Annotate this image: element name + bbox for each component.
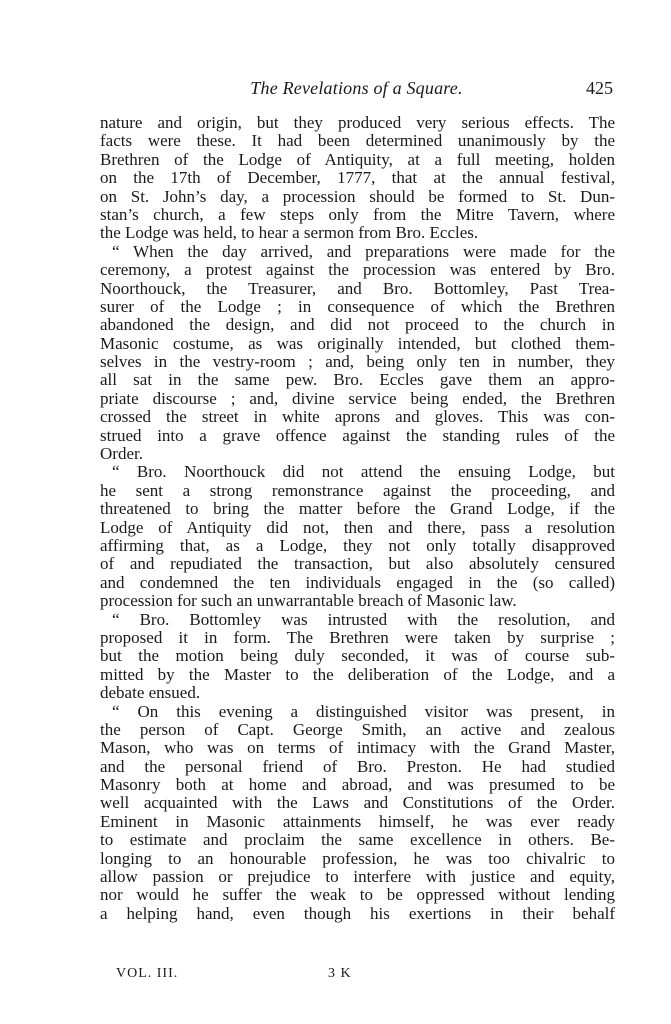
text-line: on the 17th of December, 1777, that at the annual festival, bbox=[100, 168, 615, 188]
text-line: Mason, who was on terms of intimacy with the Grand Master, bbox=[100, 738, 615, 758]
text-line: surer of the Lodge ; in consequence of which the Brethren bbox=[100, 296, 615, 316]
volume-label: VOL. III. bbox=[116, 966, 179, 981]
text-line: Masonry both at home and abroad, and was presumed to be bbox=[100, 775, 615, 795]
text-line: a helping hand, even though his exertions in their behalf bbox=[100, 903, 615, 923]
text-line: nor would he suffer the weak to be oppressed without lending bbox=[100, 885, 615, 905]
text-line: procession for such an unwarrantable breach of Masonic law. bbox=[100, 591, 517, 611]
running-title: The Revelations of a Square. bbox=[250, 78, 463, 98]
text-line: crossed the street in white aprons and gloves. This was con- bbox=[100, 407, 615, 427]
signature-mark: 3 K bbox=[328, 966, 352, 981]
text-line: Eminent in Masonic attainments himself, he was ever ready bbox=[100, 811, 615, 831]
text-line: and condemned the ten individuals engaged in the (so called) bbox=[100, 572, 615, 592]
text-line: “ When the day arrived, and preparations were made for the bbox=[112, 241, 615, 261]
text-line: debate ensued. bbox=[100, 683, 201, 703]
text-line: “ Bro. Bottomley was intrusted with the resolution, and bbox=[112, 609, 615, 629]
text-line: selves in the vestry-room ; and, being only ten in number, they bbox=[100, 352, 615, 372]
text-line: allow passion or prejudice to interfere with justice and equity, bbox=[100, 867, 615, 887]
text-line: Lodge of Antiquity did not, then and there, pass a resolution bbox=[100, 517, 615, 537]
text-line: the person of Capt. George Smith, an active and zealous bbox=[100, 719, 615, 739]
text-line: abandoned the design, and did not proceed to the church in bbox=[100, 315, 615, 335]
text-line: and the personal friend of Bro. Preston. He had studied bbox=[100, 756, 615, 776]
text-line: to estimate and proclaim the same excellence in others. Be- bbox=[100, 830, 615, 850]
text-line: ceremony, a protest against the procession was entered by Bro. bbox=[100, 260, 615, 280]
text-line: threatened to bring the matter before the Grand Lodge, if the bbox=[100, 499, 615, 519]
running-header bbox=[100, 78, 613, 102]
text-line: on St. John’s day, a procession should be formed to St. Dun- bbox=[100, 186, 615, 206]
text-line: Brethren of the Lodge of Antiquity, at a full meeting, holden bbox=[100, 149, 615, 169]
text-line: affirming that, as a Lodge, they not only totally disapproved bbox=[100, 535, 615, 555]
text-line: longing to an honourable profession, he was too chivalric to bbox=[100, 848, 615, 868]
text-line: stan’s church, a few steps only from the Mitre Tavern, where bbox=[100, 204, 615, 224]
text-line: of and repudiated the transaction, but also absolutely censured bbox=[100, 554, 615, 574]
text-line: Masonic costume, as was originally intended, but clothed them- bbox=[100, 333, 615, 353]
page-footer bbox=[116, 966, 416, 986]
page-number: 425 bbox=[586, 78, 613, 98]
text-line: mitted by the Master to the deliberation of the Lodge, and a bbox=[100, 664, 615, 684]
text-line: but the motion being duly seconded, it was of course sub- bbox=[100, 646, 615, 666]
text-line: “ On this evening a distinguished visitor was present, in bbox=[112, 701, 615, 721]
text-line: well acquainted with the Laws and Constitutions of the Order. bbox=[100, 793, 615, 813]
text-line: the Lodge was held, to hear a sermon from Bro. Eccles. bbox=[100, 223, 479, 243]
text-line: nature and origin, but they produced very serious effects. The bbox=[100, 113, 615, 132]
text-line: priate discourse ; and, divine service being ended, the Brethren bbox=[100, 388, 615, 408]
text-line: strued into a grave offence against the standing rules of the bbox=[100, 425, 615, 445]
text-line: “ Bro. Noorthouck did not attend the ensuing Lodge, but bbox=[112, 462, 615, 482]
text-line: facts were these. It had been determined unanimously by the bbox=[100, 131, 615, 151]
text-line: proposed it in form. The Brethren were taken by surprise ; bbox=[100, 627, 615, 647]
text-line: Order. bbox=[100, 444, 143, 464]
body-text bbox=[100, 114, 615, 923]
text-line: all sat in the same pew. Bro. Eccles gave them an appro- bbox=[100, 370, 615, 390]
text-line: Noorthouck, the Treasurer, and Bro. Bottomley, Past Trea- bbox=[100, 278, 615, 298]
text-line: he sent a strong remonstrance against the proceeding, and bbox=[100, 480, 615, 500]
